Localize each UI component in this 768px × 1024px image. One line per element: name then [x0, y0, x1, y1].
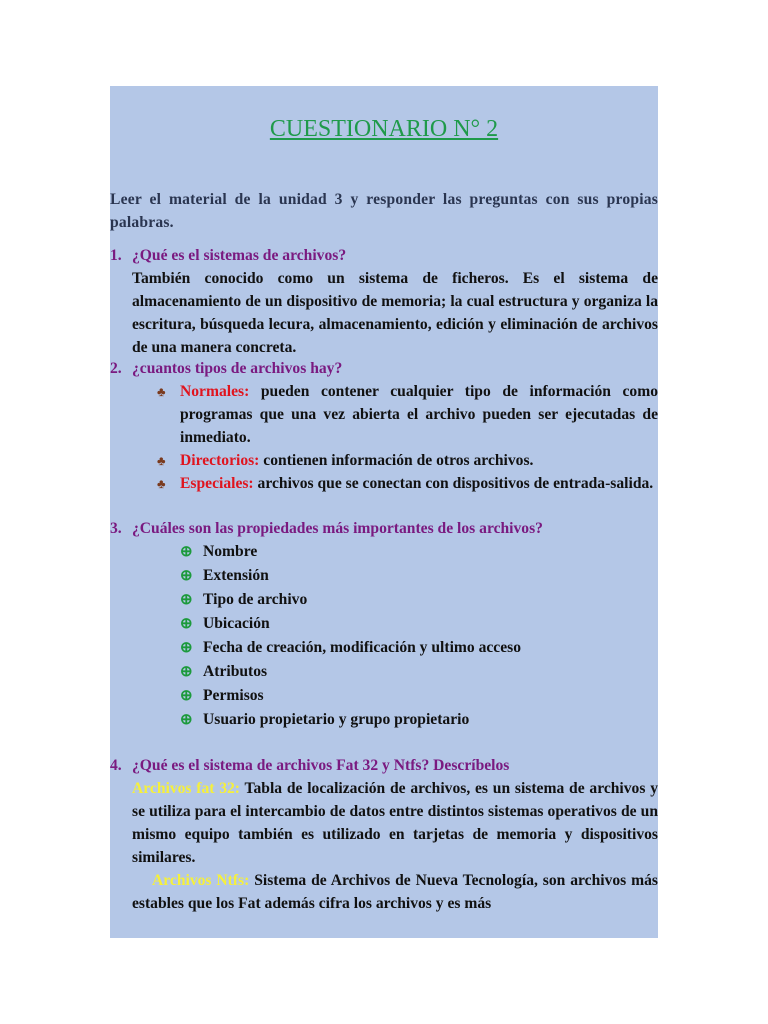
question-number: 3. — [110, 520, 122, 537]
property-item: ⊕ Extensión — [180, 564, 269, 588]
list-item — [110, 449, 658, 472]
question-text: ¿cuantos tipos de archivos hay? — [132, 360, 343, 377]
club-bullet-icon: ♣ — [157, 384, 166, 399]
club-bullet-icon: ♣ — [157, 476, 166, 491]
definition: pueden contener cualquier tipo de información como programas que una vez abierta el archivo pueden ser ejecutadas de inmediato. — [180, 383, 658, 446]
answer-text: También conocido como un sistema de ficheros. Es el sistema de almacenamiento de un dispositivo de memoria; la cual estructura y organiza la escritura, búsqueda lecura, almacenamiento, edición y eliminación de archivos de una manera concreta. — [132, 270, 658, 356]
answer-fat32: Archivos fat 32: Tabla de localización de archivos, es un sistema de archivos y se utiliza para el intercambio de datos entre distintos sistemas operativos de un mismo equipo también es utilizado en tarjetas de memoria y dispositivos similares. — [132, 780, 658, 866]
circled-plus-icon: ⊕ — [180, 688, 193, 704]
circled-plus-icon: ⊕ — [180, 664, 193, 680]
term: Normales: — [180, 383, 250, 400]
question-text: ¿Cuáles son las propiedades más importantes de los archivos? — [132, 520, 543, 537]
question-number: 2. — [110, 360, 122, 377]
question-4 — [110, 754, 658, 915]
circled-plus-icon: ⊕ — [180, 592, 193, 608]
circled-plus-icon: ⊕ — [180, 568, 193, 584]
question-text: ¿Qué es el sistema de archivos Fat 32 y Ntfs? Descríbelos — [132, 757, 510, 774]
question-3 — [110, 517, 658, 540]
term: Directorios: — [180, 452, 260, 469]
list-item — [110, 472, 658, 495]
circled-plus-icon: ⊕ — [180, 544, 193, 560]
circled-plus-icon: ⊕ — [180, 712, 193, 728]
answer-ntfs: Archivos Ntfs: Sistema de Archivos de Nueva Tecnología, son archivos más estables que los Fat además cifra los archivos y es más — [132, 872, 658, 912]
question-number: 4. — [110, 757, 122, 774]
circled-plus-icon: ⊕ — [180, 616, 193, 632]
circled-plus-icon: ⊕ — [180, 640, 193, 656]
definition: archivos que se conectan con dispositivos de entrada-salida. — [257, 475, 654, 492]
question-2 — [110, 357, 658, 495]
document-page — [110, 86, 658, 938]
property-item: ⊕ Permisos — [180, 684, 264, 708]
question-number: 1. — [110, 247, 122, 264]
definition: contienen información de otros archivos. — [263, 452, 534, 469]
property-item: ⊕ Usuario propietario y grupo propietario — [180, 708, 469, 732]
property-item: ⊕ Fecha de creación, modificación y ultimo acceso — [180, 636, 521, 660]
question-text: ¿Qué es el sistemas de archivos? — [132, 247, 347, 264]
term: Archivos fat 32: — [132, 780, 241, 797]
question-1 — [110, 244, 658, 359]
term: Archivos Ntfs: — [152, 872, 250, 889]
property-item: ⊕ Tipo de archivo — [180, 588, 307, 612]
intro-paragraph: Leer el material de la unidad 3 y responder las preguntas con sus propias palabras. — [110, 191, 658, 231]
property-item: ⊕ Ubicación — [180, 612, 270, 636]
term: Especiales: — [180, 475, 254, 492]
property-item: ⊕ Nombre — [180, 540, 257, 564]
page-title: CUESTIONARIO N° 2 — [269, 116, 499, 142]
list-item — [110, 380, 658, 449]
club-bullet-icon: ♣ — [157, 453, 166, 468]
property-item: ⊕ Atributos — [180, 660, 267, 684]
